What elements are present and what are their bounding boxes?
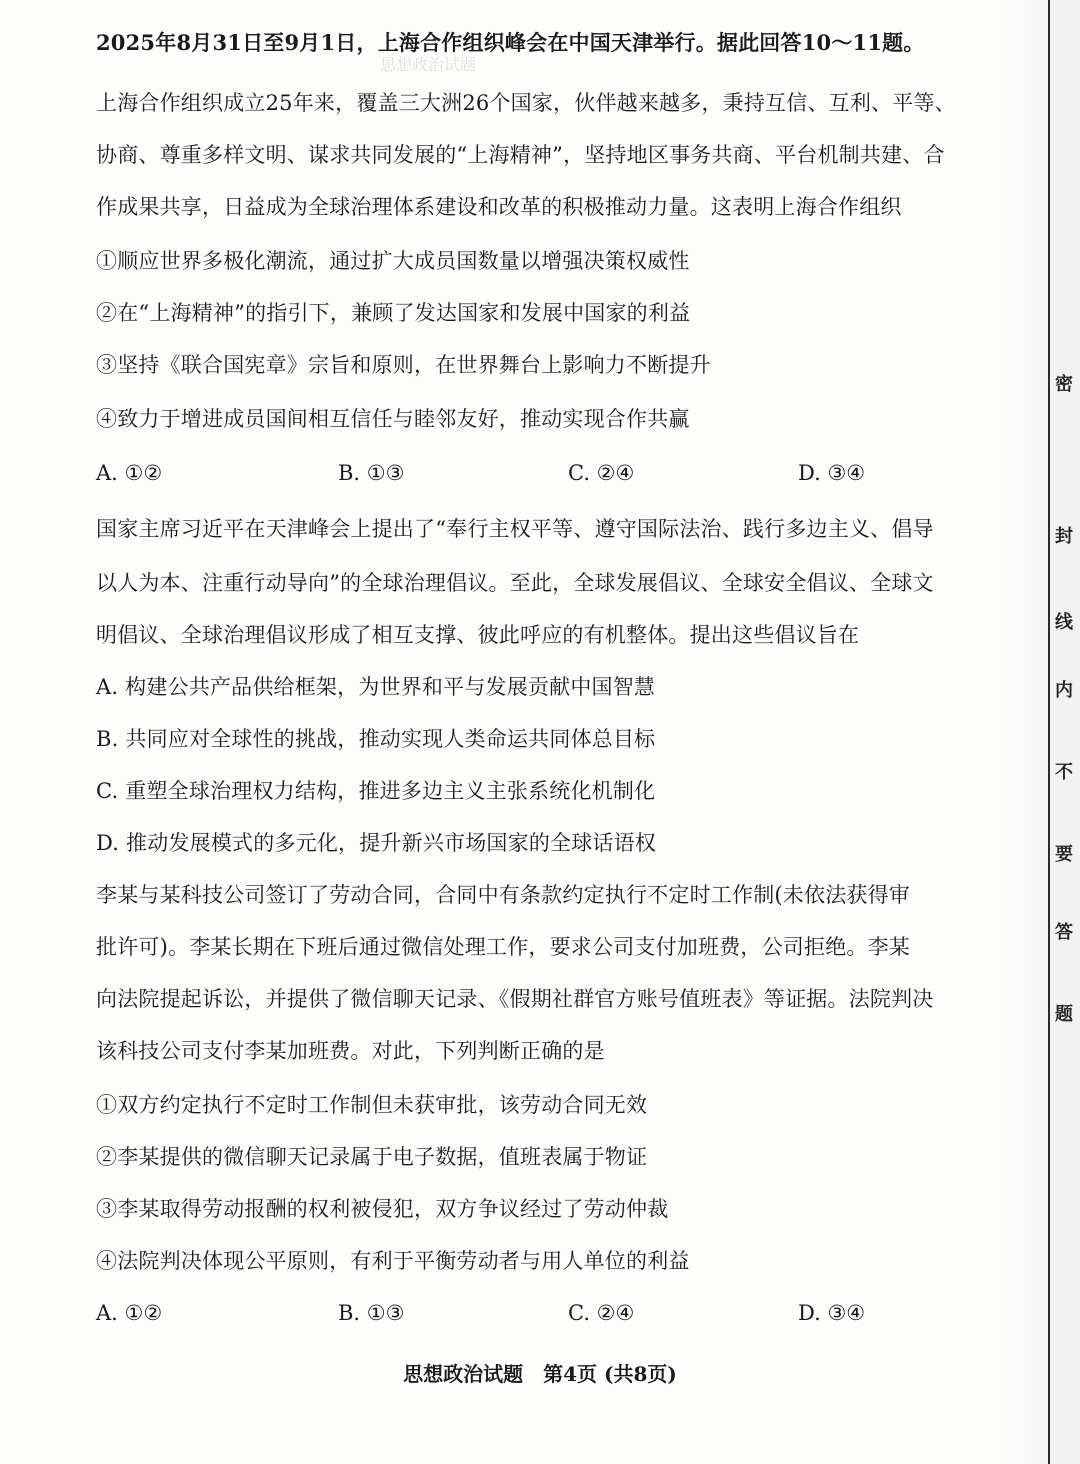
- q12-options: [96, 1298, 956, 1328]
- q10-stem-line-3: 作成果共享，日益成为全球治理体系建设和改革的积极推动力量。这表明上海合作组织: [96, 195, 902, 219]
- q10-stem-line-1: 上海合作组织成立25年来，覆盖三大洲26个国家，伙伴越来越多，秉持互信、互利、平等、: [96, 91, 956, 115]
- q12-statement-3: ③李某取得劳动报酬的权利被侵犯，双方争议经过了劳动仲裁: [96, 1197, 669, 1221]
- seal-char-7: 答: [1055, 922, 1073, 943]
- q10-option-c: C. ②④: [568, 461, 635, 485]
- q10-statement-4: ④致力于增进成员国间相互信任与睦邻友好，推动实现合作共赢: [96, 407, 690, 431]
- seal-char-3: 线: [1055, 612, 1073, 633]
- q10-options: [96, 458, 956, 488]
- seal-char-5: 不: [1055, 762, 1073, 783]
- q10-stem-line-2: 协商、尊重多样文明、谋求共同发展的“上海精神”，坚持地区事务共商、平台机制共建、合: [96, 143, 945, 167]
- intro-line: 2025年8月31日至9月1日，上海合作组织峰会在中国天津举行。据此回答10～11题。: [96, 30, 925, 55]
- q10-statement-2: ②在“上海精神”的指引下，兼顾了发达国家和发展中国家的利益: [96, 301, 691, 325]
- q12-statement-1: ①双方约定执行不定时工作制但未获审批，该劳动合同无效: [96, 1093, 648, 1117]
- q10-option-b: B. ①③: [338, 461, 405, 485]
- q11-option-a: A. 构建公共产品供给框架，为世界和平与发展贡献中国智慧: [96, 675, 656, 699]
- seal-char-8: 题: [1055, 1004, 1073, 1025]
- q12-stem-line-3: 向法院提起诉讼，并提供了微信聊天记录、《假期社群官方账号值班表》等证据。法院判决: [96, 987, 934, 1011]
- seal-line-strip: [1048, 0, 1080, 1464]
- seal-char-4: 内: [1055, 680, 1073, 701]
- q12-stem-line-4: 该科技公司支付李某加班费。对此，下列判断正确的是: [96, 1039, 605, 1063]
- q11-option-b: B. 共同应对全球性的挑战，推动实现人类命运共同体总目标: [96, 727, 656, 751]
- q12-option-a: A. ①②: [96, 1301, 163, 1325]
- q10-option-a: A. ①②: [96, 461, 163, 485]
- bleed-through-header: 思想政治试题: [380, 55, 477, 74]
- q12-option-b: B. ①③: [338, 1301, 405, 1325]
- q12-stem-line-2: 批许可)。李某长期在下班后通过微信处理工作，要求公司支付加班费，公司拒绝。李某: [96, 935, 910, 959]
- q10-option-d: D. ③④: [798, 461, 866, 485]
- q10-statement-1: ①顺应世界多极化潮流，通过扩大成员国数量以增强决策权威性: [96, 249, 690, 273]
- seal-char-2: 封: [1055, 526, 1073, 547]
- q12-statement-2: ②李某提供的微信聊天记录属于电子数据，值班表属于物证: [96, 1145, 648, 1169]
- q11-option-d: D. 推动发展模式的多元化，提升新兴市场国家的全球话语权: [96, 831, 657, 855]
- q12-stem-line-1: 李某与某科技公司签订了劳动合同，合同中有条款约定执行不定时工作制(未依法获得审: [96, 883, 910, 907]
- page-footer: 思想政治试题 第4页 (共8页): [403, 1362, 677, 1386]
- q12-statement-4: ④法院判决体现公平原则，有利于平衡劳动者与用人单位的利益: [96, 1249, 690, 1273]
- q12-option-c: C. ②④: [568, 1301, 635, 1325]
- q11-stem-line-2: 以人为本、注重行动导向”的全球治理倡议。至此，全球发展倡议、全球安全倡议、全球文: [96, 571, 934, 595]
- q11-stem-line-1: 国家主席习近平在天津峰会上提出了“奉行主权平等、遵守国际法治、践行多边主义、倡导: [96, 517, 934, 541]
- q11-stem-line-3: 明倡议、全球治理倡议形成了相互支撑、彼此呼应的有机整体。提出这些倡议旨在: [96, 623, 860, 647]
- scan-shadow: [1000, 0, 1048, 1464]
- q11-option-c: C. 重塑全球治理权力结构，推进多边主义主张系统化机制化: [96, 779, 656, 803]
- q10-statement-3: ③坚持《联合国宪章》宗旨和原则，在世界舞台上影响力不断提升: [96, 353, 711, 377]
- seal-char-6: 要: [1055, 844, 1073, 865]
- seal-char-1: 密: [1055, 374, 1073, 395]
- q12-option-d: D. ③④: [798, 1301, 866, 1325]
